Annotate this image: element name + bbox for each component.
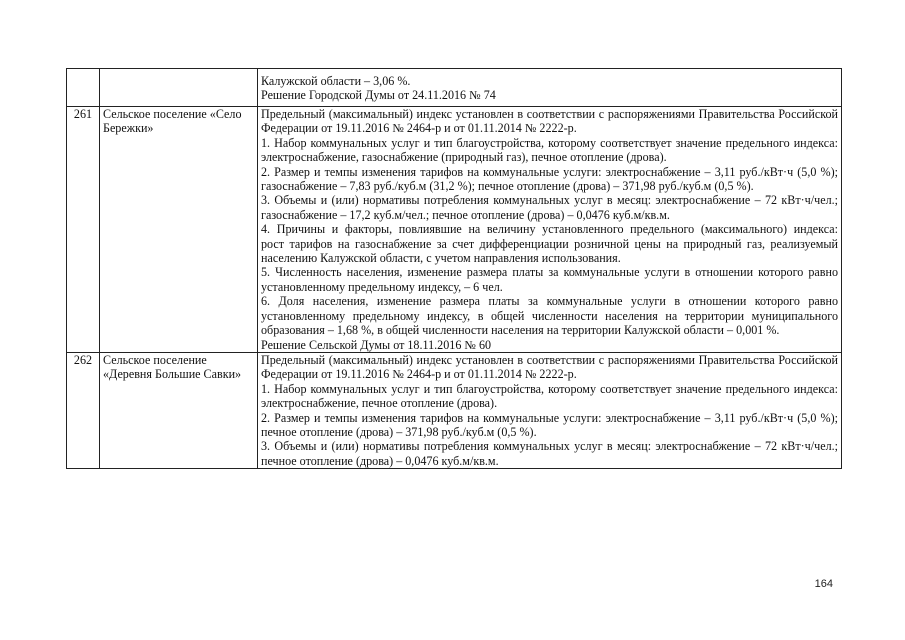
table-row <box>67 107 842 353</box>
content-paragraph: 2. Размер и темпы изменения тарифов на коммунальные услуги: электроснабжение – 3,11 руб./кВт·ч (5,0 %); печное отопление (дрова) – 371,98 руб./куб.м (0,5 %). <box>261 410 838 439</box>
content-paragraph: 1. Набор коммунальных услуг и тип благоустройства, которому соответствует значение предельного индекса: электроснабжение, печное отопление (дрова). <box>261 381 838 411</box>
content-paragraph: рост тарифов на газоснабжение за счет дифференциации розничной цены на природный газ, реализуемый населению Калужской области, с учетом направления использования. <box>261 236 838 266</box>
row-content-cell <box>258 107 842 353</box>
row-number-cell: 261 <box>67 107 100 353</box>
row-content-cell <box>258 69 842 107</box>
row-number-cell: 262 <box>67 352 100 468</box>
table-row-continuation <box>67 69 842 107</box>
content-paragraph: Калужской области – 3,06 %. <box>261 74 411 88</box>
content-paragraph: 5. Численность населения, изменение размера платы за коммунальные услуги в отношении которого равно установленному предельному индексу, – 6 чел. <box>261 265 838 294</box>
decision-reference: Решение Городской Думы от 24.11.2016 № 74 <box>261 88 496 103</box>
table-row <box>67 352 842 468</box>
row-number-cell <box>67 69 100 107</box>
content-paragraph: 3. Объемы и (или) нормативы потребления коммунальных услуг в месяц: электроснабжение – 72 кВт·ч/чел.; газоснабжение – 17,2 куб.м/чел.; печное отопление (дрова) – 0,0476 куб.м/кв.м. <box>261 193 838 222</box>
content-paragraph: 6. Доля населения, изменение размера платы за коммунальные услуги в отношении которого равно установленному предельному индексу, в общей численности населения на территории муниципального образования – 1,68 %, в общей численности населения на территории Калужской области – 0,001 %. <box>261 294 838 338</box>
municipality-name-cell <box>100 69 258 107</box>
municipality-name-cell: Сельское поселение «Деревня Большие Савки» <box>100 352 258 468</box>
content-paragraph: Предельный (максимальный) индекс установлен в соответствии с распоряжениями Правительства Российской Федерации от 19.11.2016 № 2464-р и от 01.11.2014 № 2222-р. <box>261 107 838 136</box>
decision-reference: Решение Сельской Думы от 18.11.2016 № 60 <box>261 337 492 352</box>
page-number: 164 <box>814 578 833 590</box>
content-paragraph: 2. Размер и темпы изменения тарифов на коммунальные услуги: электроснабжение – 3,11 руб./кВт·ч (5,0 %); газоснабжение – 7,83 руб./куб.м (31,2 %); печное отопление (дрова) – 371,98 руб./куб.м (0,5 %). <box>261 164 838 194</box>
content-paragraph: 1. Набор коммунальных услуг и тип благоустройства, которому соответствует значение предельного индекса: электроснабжение, газоснабжение (природный газ), печное отопление (дрова). <box>261 135 838 165</box>
content-paragraph: 4. Причины и факторы, повлиявшие на величину установленного предельного (максимального) индекса: <box>261 222 838 237</box>
municipality-name-cell: Сельское поселение «Село Бережки» <box>100 107 258 353</box>
content-paragraph: Предельный (максимальный) индекс установлен в соответствии с распоряжениями Правительства Российской Федерации от 19.11.2016 № 2464-р и от 01.11.2014 № 2222-р. <box>261 352 838 382</box>
row-content-cell <box>258 352 842 468</box>
municipality-index-table <box>66 68 842 469</box>
content-paragraph: 3. Объемы и (или) нормативы потребления коммунальных услуг в месяц: электроснабжение – 72 кВт·ч/чел.; печное отопление (дрова) – 0,0476 куб.м/кв.м. <box>261 439 838 468</box>
